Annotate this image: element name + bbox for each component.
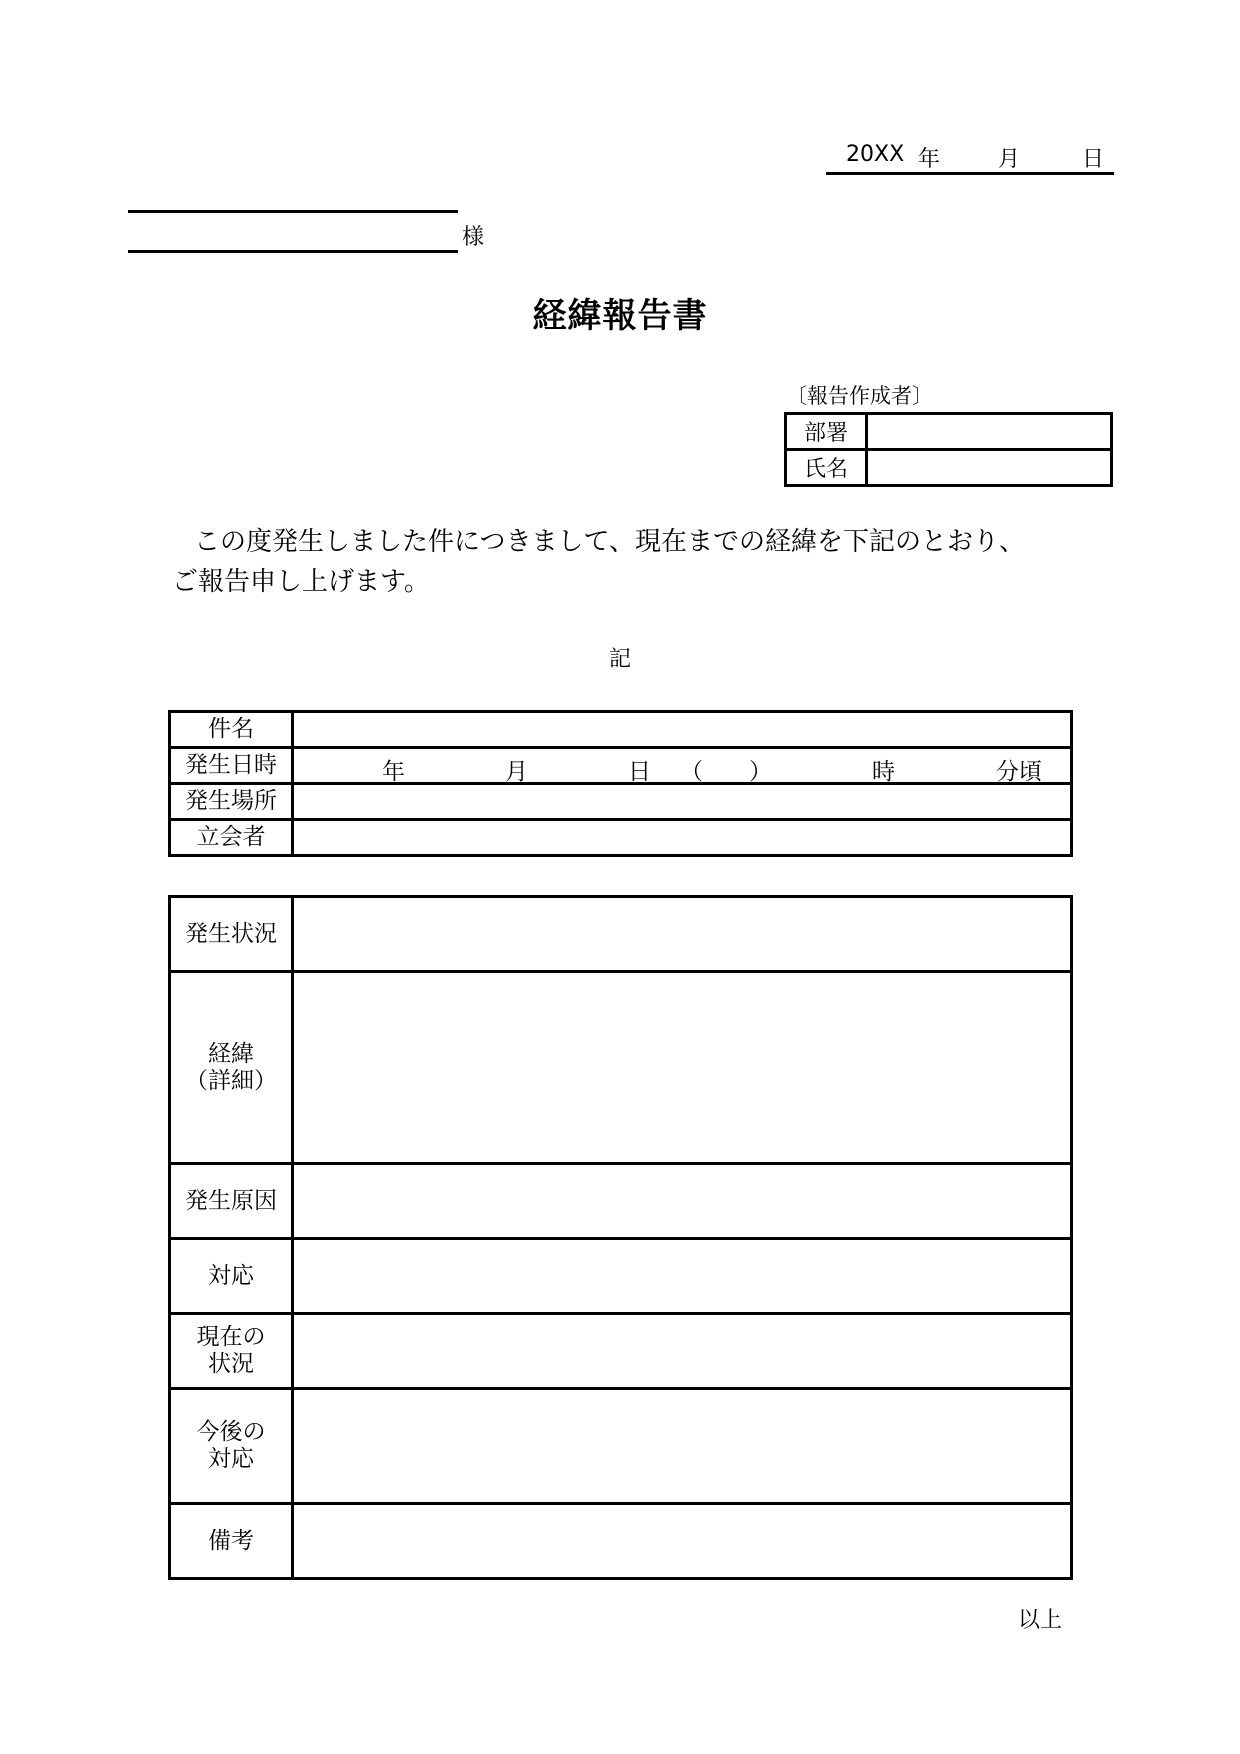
remarks-label: 備考	[170, 1504, 293, 1579]
witness-label: 立会者	[170, 820, 293, 856]
intro-line-1: この度発生しました件につきまして、現在までの経緯を下記のとおり、	[194, 527, 1025, 557]
place-label: 発生場所	[170, 784, 293, 820]
honorific: 様	[462, 225, 485, 250]
intro-line-2: ご報告申し上げます。	[172, 567, 430, 597]
response-label: 対応	[170, 1239, 293, 1314]
future-response-field[interactable]	[293, 1389, 1072, 1504]
subject-label: 件名	[170, 712, 293, 748]
cause-label: 発生原因	[170, 1164, 293, 1239]
future-response-label-line-1: 今後の	[196, 1419, 266, 1445]
datetime-paren-open: （	[680, 759, 703, 785]
current-status-field[interactable]	[293, 1314, 1072, 1389]
remarks-field[interactable]	[293, 1504, 1072, 1579]
datetime-row	[170, 748, 1072, 784]
date-year-unit: 年	[918, 147, 941, 172]
datetime-label: 発生日時	[170, 748, 293, 784]
ki-mark: 記	[608, 647, 631, 672]
details-label-line-1: 経緯	[208, 1040, 254, 1067]
page-title: 経緯報告書	[532, 296, 708, 336]
basic-info-table	[168, 710, 1073, 857]
addressee-line-2	[128, 250, 458, 253]
closing-text: 以上	[1018, 1608, 1063, 1633]
response-field[interactable]	[293, 1239, 1072, 1314]
date-month-unit: 月	[998, 147, 1021, 172]
current-status-label-line-2: 状況	[208, 1351, 254, 1377]
datetime-hour-unit: 時	[872, 759, 895, 785]
situation-row	[170, 897, 1072, 972]
author-table	[784, 412, 1113, 487]
witness-field[interactable]	[293, 820, 1072, 856]
place-field[interactable]	[293, 784, 1072, 820]
subject-row	[170, 712, 1072, 748]
details-label	[170, 972, 293, 1164]
department-label: 部署	[786, 414, 867, 450]
datetime-month-unit: 月	[505, 759, 528, 785]
situation-field[interactable]	[293, 897, 1072, 972]
place-row	[170, 784, 1072, 820]
situation-label: 発生状況	[170, 897, 293, 972]
remarks-row	[170, 1504, 1072, 1579]
details-label-line-2: （詳細）	[185, 1067, 277, 1094]
datetime-paren-close: ）	[749, 759, 772, 785]
witness-row	[170, 820, 1072, 856]
addressee-line-1	[128, 210, 458, 213]
details-table	[168, 895, 1073, 1580]
future-response-label	[170, 1389, 293, 1504]
details-field[interactable]	[293, 972, 1072, 1164]
current-status-label-line-1: 現在の	[196, 1324, 266, 1350]
datetime-day-unit: 日	[628, 759, 651, 785]
date-line	[826, 140, 1114, 175]
current-status-row	[170, 1314, 1072, 1389]
author-caption: 〔報告作成者〕	[786, 384, 933, 408]
datetime-field[interactable]	[293, 748, 1072, 784]
future-response-row	[170, 1389, 1072, 1504]
department-row	[786, 414, 1112, 450]
department-field[interactable]	[867, 414, 1112, 450]
datetime-year-unit: 年	[382, 759, 405, 785]
name-label: 氏名	[786, 450, 867, 486]
name-row	[786, 450, 1112, 486]
details-row	[170, 972, 1072, 1164]
date-day-unit: 日	[1082, 147, 1105, 172]
subject-field[interactable]	[293, 712, 1072, 748]
datetime-minute-unit: 分頃	[996, 759, 1042, 785]
current-status-label	[170, 1314, 293, 1389]
response-row	[170, 1239, 1072, 1314]
date-year: 20XX	[846, 142, 905, 167]
future-response-label-line-2: 対応	[208, 1446, 254, 1472]
intro-text	[172, 522, 1092, 602]
name-field[interactable]	[867, 450, 1112, 486]
cause-row	[170, 1164, 1072, 1239]
cause-field[interactable]	[293, 1164, 1072, 1239]
